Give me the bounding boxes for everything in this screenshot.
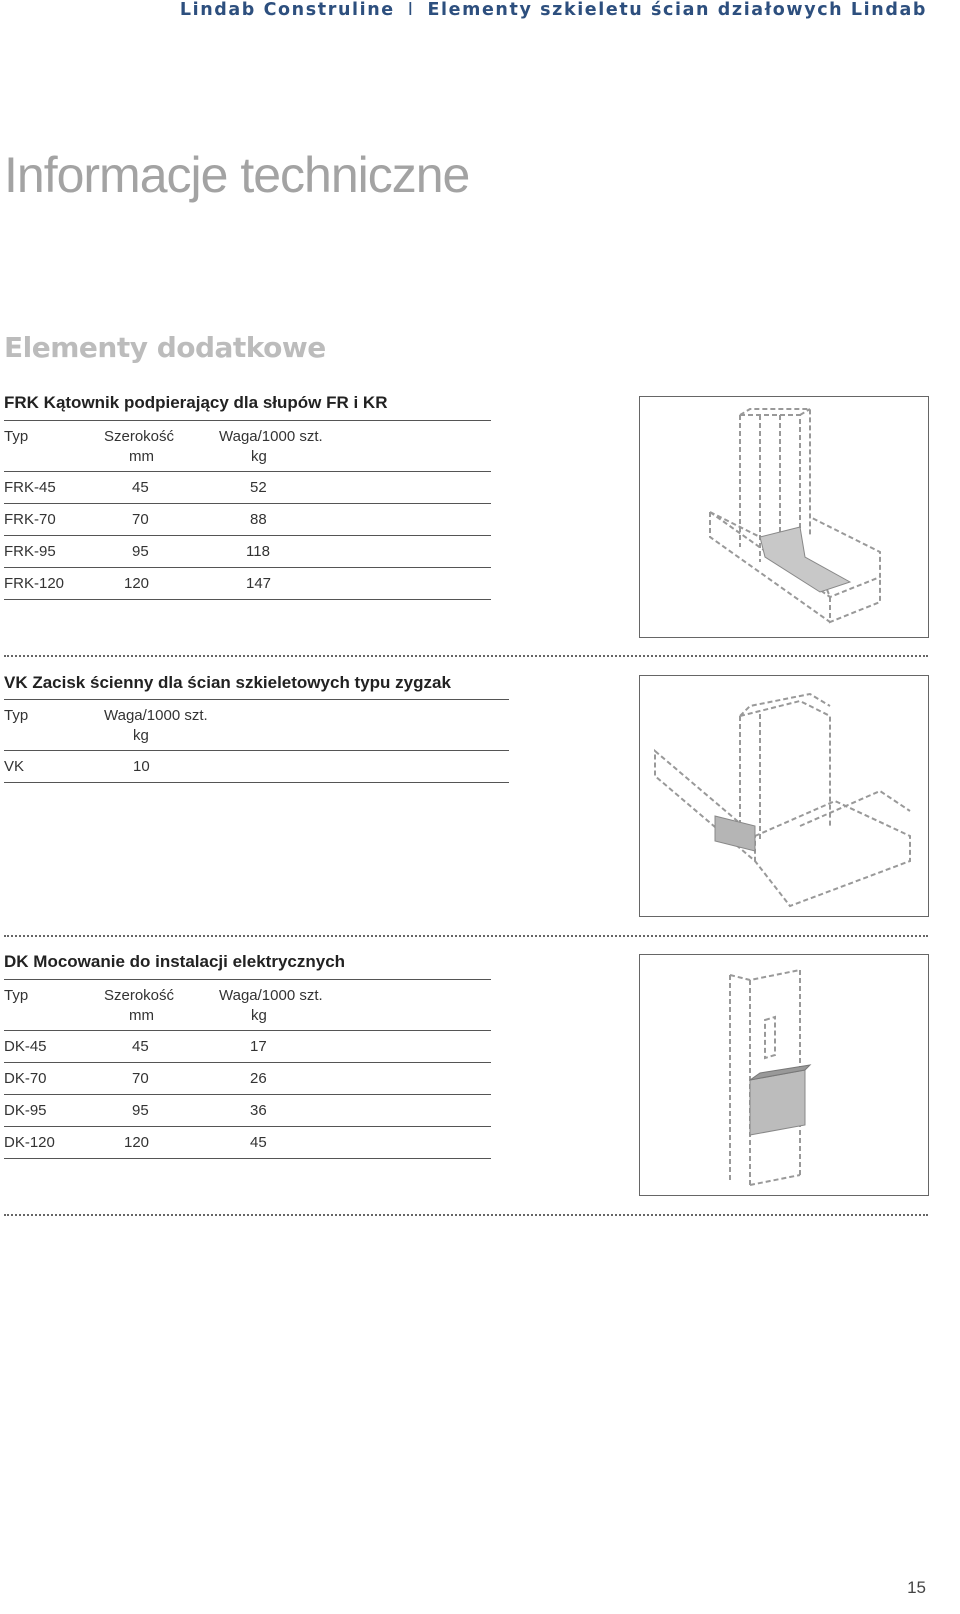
column-header: Typ bbox=[4, 980, 104, 1031]
column-header: Waga/1000 szt. kg bbox=[219, 421, 491, 472]
table-cell: 45 bbox=[219, 1127, 491, 1159]
table-cell: 17 bbox=[219, 1031, 491, 1063]
table-cell: 88 bbox=[219, 504, 491, 536]
table-cell: DK-45 bbox=[4, 1031, 104, 1063]
table-header-row bbox=[4, 700, 509, 751]
table-row bbox=[4, 472, 491, 504]
dotted-separator bbox=[4, 935, 928, 937]
header-text bbox=[180, 0, 927, 20]
page-title: Informacje techniczne bbox=[4, 147, 470, 203]
dk-electrical-mount-illustration bbox=[639, 954, 929, 1196]
product-title: DK Mocowanie do instalacji elektrycznych bbox=[4, 952, 346, 971]
dotted-separator bbox=[4, 1214, 928, 1216]
table-cell: 70 bbox=[104, 504, 219, 536]
table-row bbox=[4, 1095, 491, 1127]
table-cell: 120 bbox=[104, 568, 219, 600]
table-cell: 36 bbox=[219, 1095, 491, 1127]
section-heading: Elementy dodatkowe bbox=[4, 331, 326, 364]
header-section: Elementy szkieletu ścian działowych Lindab bbox=[427, 0, 927, 20]
table-cell: FRK-45 bbox=[4, 472, 104, 504]
column-header: Szerokość mm bbox=[104, 980, 219, 1031]
table-cell: 52 bbox=[219, 472, 491, 504]
column-header: Waga/1000 szt. kg bbox=[104, 700, 509, 751]
table-cell: 26 bbox=[219, 1063, 491, 1095]
column-header: Waga/1000 szt. kg bbox=[219, 980, 491, 1031]
table-cell: DK-70 bbox=[4, 1063, 104, 1095]
dotted-separator bbox=[4, 655, 928, 657]
table-cell: DK-95 bbox=[4, 1095, 104, 1127]
table-cell: 95 bbox=[104, 1095, 219, 1127]
table-cell: FRK-120 bbox=[4, 568, 104, 600]
table-row bbox=[4, 751, 509, 783]
header-brand: Lindab Construline bbox=[179, 0, 395, 20]
table-cell: FRK-95 bbox=[4, 536, 104, 568]
table-cell: 95 bbox=[104, 536, 219, 568]
table-row bbox=[4, 1063, 491, 1095]
table-row bbox=[4, 1127, 491, 1159]
table-cell: DK-120 bbox=[4, 1127, 104, 1159]
table-cell: 10 bbox=[104, 751, 509, 783]
table-cell: 120 bbox=[104, 1127, 219, 1159]
table-cell: 45 bbox=[104, 472, 219, 504]
table-cell: 70 bbox=[104, 1063, 219, 1095]
table-row bbox=[4, 1031, 491, 1063]
column-header: Typ bbox=[4, 700, 104, 751]
table-cell: 45 bbox=[104, 1031, 219, 1063]
frk-bracket-illustration bbox=[639, 396, 929, 638]
table-cell: 118 bbox=[219, 536, 491, 568]
column-header: Szerokość mm bbox=[104, 421, 219, 472]
running-header bbox=[0, 0, 960, 22]
table-header-row bbox=[4, 980, 491, 1031]
table-cell: VK bbox=[4, 751, 104, 783]
spec-table bbox=[4, 979, 491, 1159]
table-cell: FRK-70 bbox=[4, 504, 104, 536]
page-number: 15 bbox=[907, 1578, 926, 1597]
table-cell: 147 bbox=[219, 568, 491, 600]
table-header-row bbox=[4, 421, 491, 472]
spec-table bbox=[4, 699, 509, 783]
column-header: Typ bbox=[4, 421, 104, 472]
product-title: VK Zacisk ścienny dla ścian szkieletowych typu zygzak bbox=[4, 673, 451, 692]
spec-table bbox=[4, 420, 491, 600]
header-separator: I bbox=[407, 0, 415, 20]
table-row bbox=[4, 504, 491, 536]
table-row bbox=[4, 568, 491, 600]
product-title: FRK Kątownik podpierający dla słupów FR i KR bbox=[4, 393, 388, 412]
table-row bbox=[4, 536, 491, 568]
vk-wall-clip-illustration bbox=[639, 675, 929, 917]
